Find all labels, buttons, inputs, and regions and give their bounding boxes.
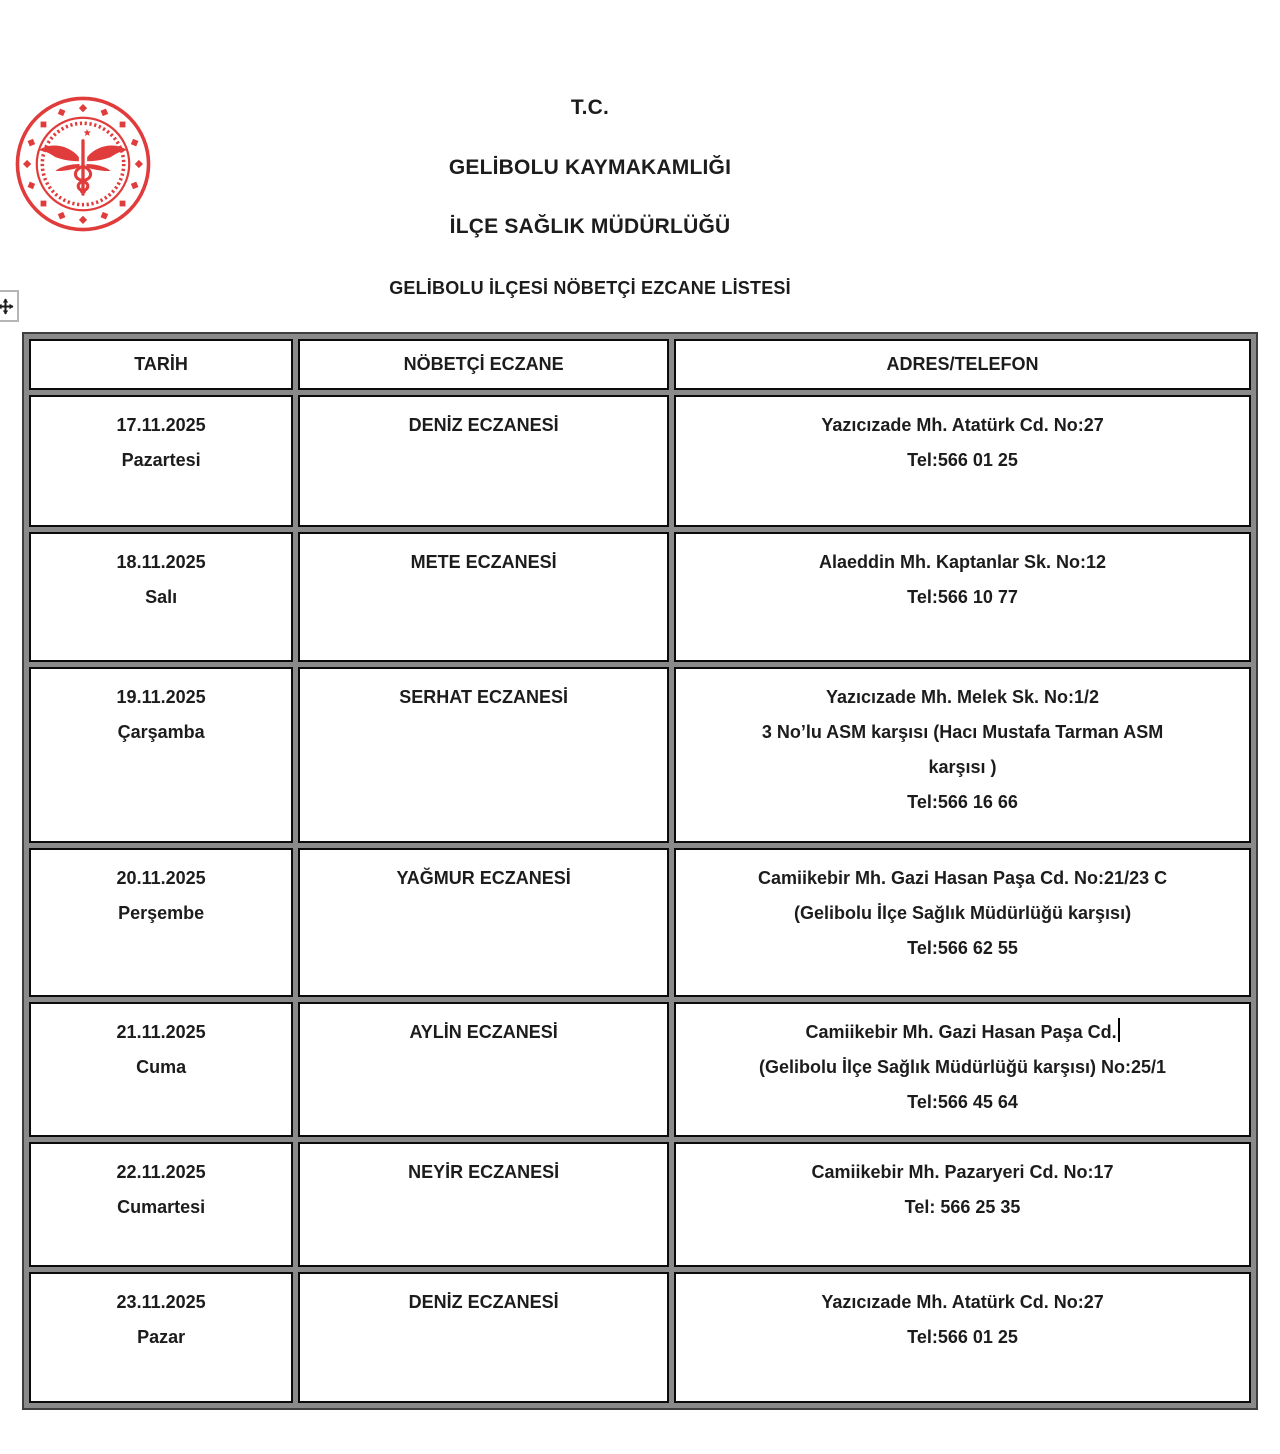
pharmacy-name: NEYİR ECZANESİ (408, 1162, 560, 1182)
address-cell[interactable] (674, 1142, 1251, 1267)
address-line: Yazıcızade Mh. Atatürk Cd. No:27 (821, 1292, 1104, 1312)
address-line: Tel:566 01 25 (907, 1327, 1018, 1347)
address-line: Yazıcızade Mh. Melek Sk. No:1/2 (825, 687, 1100, 707)
pharmacy-cell[interactable] (298, 1272, 669, 1403)
pharmacy-cell[interactable] (298, 395, 669, 527)
address-line: Tel:566 10 77 (907, 587, 1018, 607)
table-row (29, 848, 1251, 997)
address-line: (Gelibolu İlçe Sağlık Müdürlüğü karşısı) No:25/1 (758, 1057, 1167, 1077)
pharmacy-name: SERHAT ECZANESİ (399, 687, 568, 707)
header-kaymakamlik: GELİBOLU KAYMAKAMLIĞI (448, 156, 732, 179)
date-cell[interactable] (29, 848, 293, 997)
date-text: 22.11.2025 (116, 1162, 206, 1182)
table-header-row (29, 339, 1251, 390)
date-cell[interactable] (29, 1272, 293, 1403)
address-line: Tel:566 62 55 (907, 938, 1018, 958)
pharmacy-cell[interactable] (298, 1142, 669, 1267)
pharmacy-cell[interactable] (298, 532, 669, 662)
table-row (29, 667, 1251, 843)
address-line: Yazıcızade Mh. Atatürk Cd. No:27 (821, 415, 1104, 435)
address-line: Camiikebir Mh. Gazi Hasan Paşa Cd. (682, 1015, 1243, 1050)
pharmacy-name: METE ECZANESİ (410, 552, 557, 572)
date-cell[interactable] (29, 395, 293, 527)
day-text: Salı (145, 587, 178, 607)
date-cell[interactable] (29, 667, 293, 843)
date-text: 19.11.2025 (116, 687, 206, 707)
table-row (29, 532, 1251, 662)
day-text: Perşembe (118, 903, 205, 923)
pharmacy-name: DENİZ ECZANESİ (408, 415, 559, 435)
table-container (22, 332, 1258, 1410)
document-header (0, 96, 1180, 299)
column-header-eczane: NÖBETÇİ ECZANE (298, 339, 669, 390)
day-text: Cumartesi (117, 1197, 206, 1217)
address-line: Tel:566 45 64 (907, 1092, 1018, 1112)
table-row (29, 1142, 1251, 1267)
address-line: karşısı ) (928, 757, 997, 777)
address-cell[interactable] (674, 532, 1251, 662)
column-header-tarih: TARİH (29, 339, 293, 390)
table-row (29, 1272, 1251, 1403)
date-text: 21.11.2025 (116, 1022, 206, 1042)
pharmacy-cell[interactable] (298, 667, 669, 843)
address-line: Tel:566 01 25 (907, 450, 1018, 470)
date-text: 20.11.2025 (116, 868, 206, 888)
pharmacy-name: YAĞMUR ECZANESİ (396, 868, 571, 888)
pharmacy-name: DENİZ ECZANESİ (408, 1292, 559, 1312)
table-body (29, 395, 1251, 1403)
date-text: 17.11.2025 (116, 415, 206, 435)
day-text: Çarşamba (117, 722, 205, 742)
address-line: Tel: 566 25 35 (904, 1197, 1021, 1217)
address-line: Camiikebir Mh. Gazi Hasan Paşa Cd. No:21/23 C (757, 868, 1168, 888)
address-line: Tel:566 16 66 (907, 792, 1018, 812)
date-cell[interactable] (29, 532, 293, 662)
date-text: 23.11.2025 (116, 1292, 206, 1312)
address-cell[interactable] (674, 667, 1251, 843)
address-cell[interactable] (674, 1002, 1251, 1137)
address-cell[interactable] (674, 395, 1251, 527)
address-cell[interactable] (674, 1272, 1251, 1403)
day-text: Pazar (137, 1327, 186, 1347)
header-mudurluk: İLÇE SAĞLIK MÜDÜRLÜĞÜ (449, 215, 731, 238)
address-cell[interactable] (674, 848, 1251, 997)
address-line: Alaeddin Mh. Kaptanlar Sk. No:12 (819, 552, 1107, 572)
table-move-handle[interactable] (0, 290, 19, 322)
pharmacy-cell[interactable] (298, 848, 669, 997)
address-line: Camiikebir Mh. Pazaryeri Cd. No:17 (811, 1162, 1114, 1182)
pharmacy-cell[interactable] (298, 1002, 669, 1137)
date-cell[interactable] (29, 1142, 293, 1267)
pharmacy-name: AYLİN ECZANESİ (409, 1022, 558, 1042)
date-cell[interactable] (29, 1002, 293, 1137)
day-text: Cuma (136, 1057, 187, 1077)
header-tc: T.C. (570, 96, 610, 119)
table-row (29, 395, 1251, 527)
move-cross-icon (0, 298, 14, 315)
date-text: 18.11.2025 (116, 552, 206, 572)
address-line: (Gelibolu İlçe Sağlık Müdürlüğü karşısı) (794, 903, 1132, 923)
list-title: GELİBOLU İLÇESİ NÖBETÇİ EZCANE LİSTESİ (389, 278, 791, 298)
text-cursor (1118, 1018, 1120, 1042)
day-text: Pazartesi (121, 450, 201, 470)
address-line: 3 No’lu ASM karşısı (Hacı Mustafa Tarman ASM (761, 722, 1164, 742)
pharmacy-duty-table (22, 332, 1258, 1410)
table-row (29, 1002, 1251, 1137)
column-header-adres: ADRES/TELEFON (674, 339, 1251, 390)
